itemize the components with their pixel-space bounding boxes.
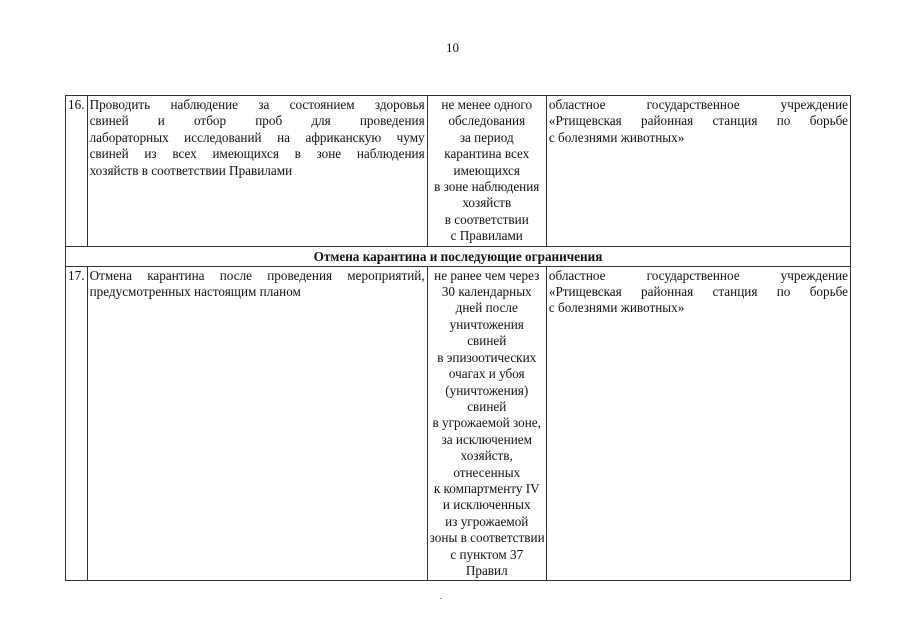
text-line: хозяйств	[462, 195, 512, 211]
text-line: отнесенных	[453, 464, 521, 480]
text-line: (уничтожения)	[445, 382, 529, 398]
term-cell	[427, 96, 546, 247]
text-line: дней после	[455, 300, 518, 316]
text-line: в угрожаемой зоне,	[432, 415, 541, 431]
text-line: не ранее чем через	[434, 267, 540, 283]
text-line: в эпизоотических	[437, 349, 537, 365]
text-line: из угрожаемой	[445, 513, 529, 529]
text-line: обследования	[448, 113, 526, 129]
plan-table	[65, 95, 851, 581]
responsible-cell	[546, 96, 850, 247]
row-number: 16.	[66, 96, 88, 247]
text-line: с Правилами	[450, 228, 523, 244]
responsible-cell	[546, 266, 850, 581]
text-line: в соответствии	[444, 211, 529, 227]
text-line: и исключенных	[442, 497, 531, 513]
text-line: к компартменту IV	[433, 480, 540, 496]
text-line: за исключением	[441, 431, 532, 447]
text-line: хозяйств в соответствии Правилами	[89, 162, 293, 178]
text-line: хозяйств,	[460, 448, 513, 464]
text-line: областное государственное учреждение	[548, 267, 848, 283]
text-line: зоны в соответствии	[429, 530, 545, 546]
action-cell	[87, 266, 427, 581]
table-row	[66, 266, 851, 581]
section-title: Отмена карантина и последующие ограничения	[66, 246, 851, 266]
table-row	[66, 96, 851, 247]
text-line: очагах и убоя	[448, 366, 525, 382]
text-line: в зоне наблюдения	[434, 179, 540, 195]
text-line: уничтожения	[449, 316, 524, 332]
text-line: свиней и отбор проб для проведения	[89, 113, 425, 129]
text-line: имеющихся	[453, 162, 520, 178]
text-line: свиней	[467, 398, 507, 414]
text-line: не менее одного	[441, 97, 533, 112]
text-line: 30 календарных	[441, 284, 532, 300]
text-line: Правил	[465, 562, 508, 578]
scan-speck	[440, 598, 442, 599]
page-number: 10	[446, 40, 459, 55]
text-line: областное государственное учреждение	[548, 97, 848, 112]
text-line: свиней из всех имеющихся в зоне наблюдения	[89, 146, 425, 162]
action-cell	[87, 96, 427, 247]
text-line: с болезнями животных»	[548, 300, 685, 316]
text-line: «Ртищевская районная станция по борьбе	[548, 284, 848, 300]
text-line: предусмотренных настоящим планом	[89, 284, 301, 300]
text-line: свиней	[467, 333, 507, 349]
text-line: с болезнями животных»	[548, 129, 685, 145]
text-line: за период	[459, 129, 514, 145]
text-line: Проводить наблюдение за состоянием здоровья	[89, 97, 425, 112]
text-line: Отмена карантина после проведения мероприятий,	[89, 267, 425, 283]
text-line: лабораторных исследований на африканскую чуму	[89, 129, 425, 145]
section-header-row	[66, 246, 851, 266]
term-cell	[427, 266, 546, 581]
row-number: 17.	[66, 266, 88, 581]
text-line: «Ртищевская районная станция по борьбе	[548, 113, 848, 129]
text-line: с пунктом 37	[450, 546, 524, 562]
text-line: карантина всех	[444, 146, 530, 162]
